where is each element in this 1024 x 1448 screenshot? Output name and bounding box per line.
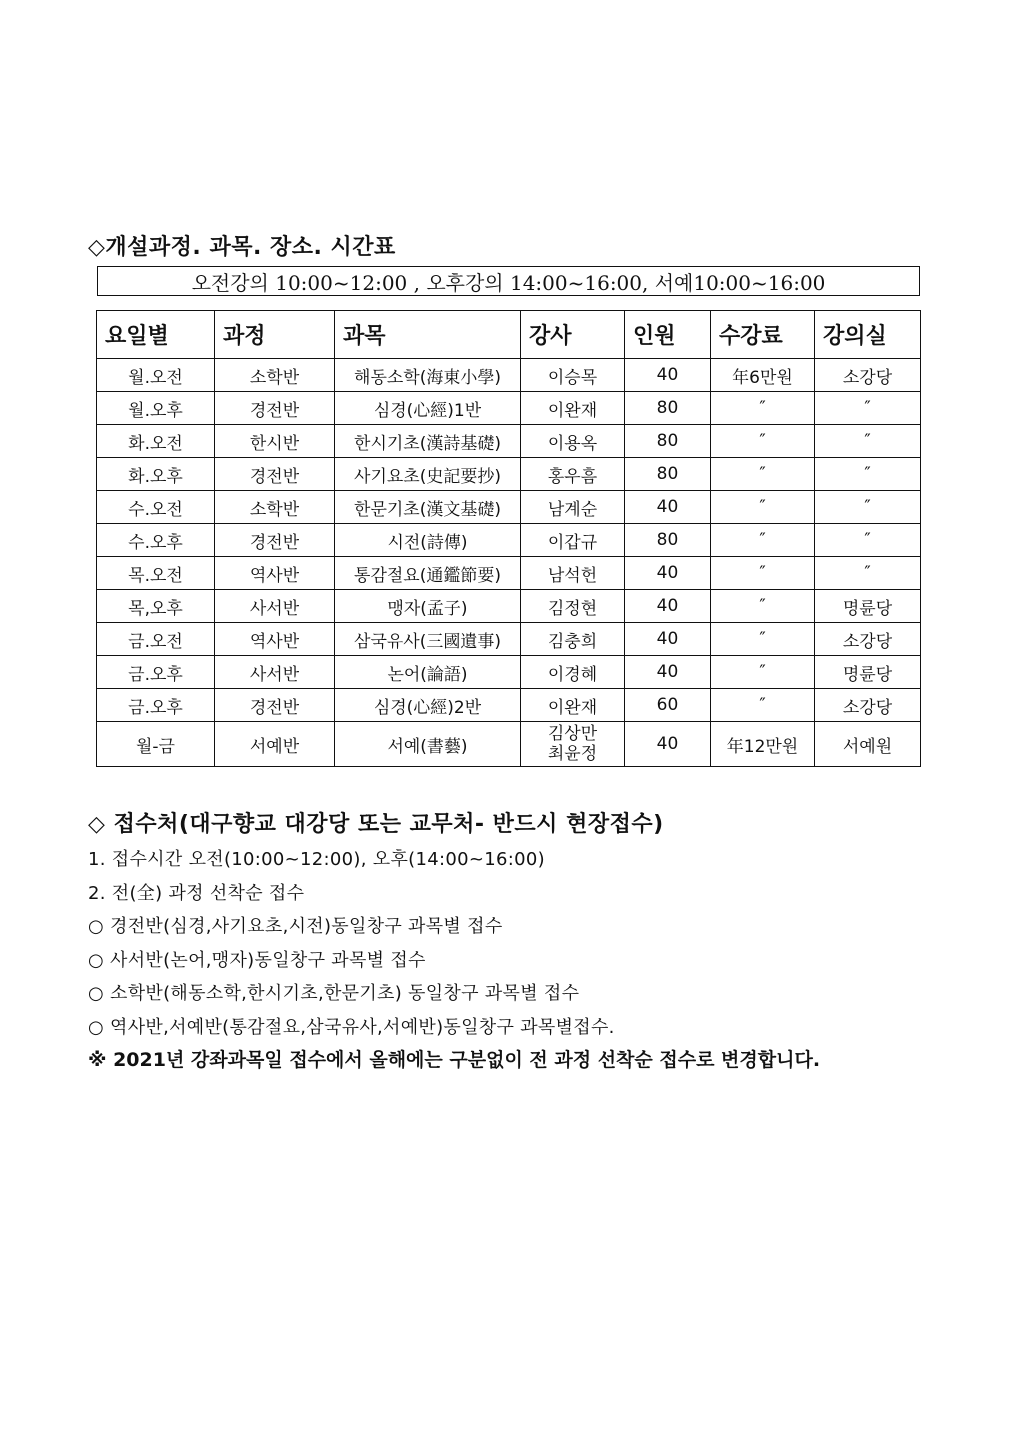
- cell-capacity: 60: [625, 689, 711, 722]
- cell-course: 서예반: [215, 722, 335, 767]
- note-item: ○ 역사반,서예반(통감절요,삼국유사,서예반)동일창구 과목별접수.: [88, 1016, 615, 1038]
- table-row: [97, 458, 921, 491]
- cell-instructor: 이경혜: [521, 656, 625, 689]
- cell-subject: 논어(論語): [335, 656, 521, 689]
- cell-fee: 年12만원: [711, 722, 815, 767]
- cell-subject: 사기요초(史記要抄): [335, 458, 521, 491]
- header-room: 강의실: [815, 311, 921, 359]
- cell-fee: ″: [711, 689, 815, 722]
- note-item: 2. 전(全) 과정 선착순 접수: [88, 882, 305, 904]
- cell-instructor: 이용옥: [521, 425, 625, 458]
- cell-course: 역사반: [215, 557, 335, 590]
- cell-fee: ″: [711, 524, 815, 557]
- table-row: [97, 359, 921, 392]
- cell-day: 월.오전: [97, 359, 215, 392]
- table-row: [97, 524, 921, 557]
- schedule-section-title: ◇개설과정. 과목. 장소. 시간표: [88, 235, 396, 260]
- table-row: [97, 557, 921, 590]
- cell-fee: ″: [711, 392, 815, 425]
- cell-capacity: 40: [625, 359, 711, 392]
- table-row: [97, 623, 921, 656]
- cell-day: 화.오전: [97, 425, 215, 458]
- cell-room: ″: [815, 458, 921, 491]
- cell-room: ″: [815, 425, 921, 458]
- cell-day: 수.오전: [97, 491, 215, 524]
- cell-course: 소학반: [215, 359, 335, 392]
- cell-fee: ″: [711, 458, 815, 491]
- cell-day: 금.오전: [97, 623, 215, 656]
- cell-day: 금.오후: [97, 689, 215, 722]
- cell-capacity: 40: [625, 557, 711, 590]
- cell-fee: ″: [711, 557, 815, 590]
- cell-subject: 심경(心經)2반: [335, 689, 521, 722]
- note-item: ○ 경전반(심경,사기요초,시전)동일창구 과목별 접수: [88, 916, 503, 937]
- cell-subject: 한문기초(漢文基礎): [335, 491, 521, 524]
- cell-course: 경전반: [215, 392, 335, 425]
- cell-instructor: 김충희: [521, 623, 625, 656]
- cell-capacity: 40: [625, 722, 711, 767]
- cell-fee: 年6만원: [711, 359, 815, 392]
- cell-subject: 해동소학(海東小學): [335, 359, 521, 392]
- table-row: [97, 722, 921, 767]
- cell-fee: ″: [711, 656, 815, 689]
- cell-fee: ″: [711, 590, 815, 623]
- cell-instructor: 이승목: [521, 359, 625, 392]
- header-capacity: 인원: [625, 311, 711, 359]
- cell-room: 소강당: [815, 623, 921, 656]
- header-fee: 수강료: [711, 311, 815, 359]
- cell-subject: 서예(書藝): [335, 722, 521, 767]
- cell-subject: 삼국유사(三國遺事): [335, 623, 521, 656]
- cell-capacity: 40: [625, 656, 711, 689]
- cell-capacity: 80: [625, 458, 711, 491]
- cell-capacity: 80: [625, 392, 711, 425]
- cell-course: 사서반: [215, 656, 335, 689]
- cell-course: 경전반: [215, 689, 335, 722]
- cell-instructor: 남석헌: [521, 557, 625, 590]
- header-subject: 과목: [335, 311, 521, 359]
- table-row: [97, 491, 921, 524]
- cell-room: ″: [815, 491, 921, 524]
- cell-day: 목.오전: [97, 557, 215, 590]
- cell-subject: 심경(心經)1반: [335, 392, 521, 425]
- instructor-name-1: 김상만: [547, 724, 598, 744]
- note-item: 1. 접수시간 오전(10:00~12:00), 오후(14:00~16:00): [88, 849, 545, 870]
- cell-instructor: [521, 722, 625, 767]
- cell-instructor: 남계순: [521, 491, 625, 524]
- cell-capacity: 40: [625, 491, 711, 524]
- cell-course: 경전반: [215, 458, 335, 491]
- cell-instructor: 이완재: [521, 392, 625, 425]
- lecture-hours-box: 오전강의 10:00~12:00 , 오후강의 14:00~16:00, 서예10:00~16:00: [97, 266, 920, 296]
- cell-instructor: 김정현: [521, 590, 625, 623]
- registration-section-title: ◇ 접수처(대구향교 대강당 또는 교무처- 반드시 현장접수): [88, 812, 664, 837]
- cell-room: ″: [815, 557, 921, 590]
- cell-day: 월.오후: [97, 392, 215, 425]
- cell-subject: 시전(詩傳): [335, 524, 521, 557]
- note-item: ○ 사서반(논어,맹자)동일창구 과목별 접수: [88, 949, 426, 971]
- cell-capacity: 80: [625, 524, 711, 557]
- table-row: [97, 689, 921, 722]
- cell-capacity: 40: [625, 590, 711, 623]
- cell-subject: 통감절요(通鑑節要): [335, 557, 521, 590]
- cell-instructor: 홍우흠: [521, 458, 625, 491]
- header-instructor: 강사: [521, 311, 625, 359]
- cell-capacity: 80: [625, 425, 711, 458]
- cell-room: 소강당: [815, 359, 921, 392]
- cell-room: 소강당: [815, 689, 921, 722]
- cell-course: 경전반: [215, 524, 335, 557]
- instructor-name-2: 최윤정: [547, 744, 598, 764]
- cell-instructor: 이갑규: [521, 524, 625, 557]
- cell-instructor: 이완재: [521, 689, 625, 722]
- cell-day: 금.오후: [97, 656, 215, 689]
- table-row: [97, 656, 921, 689]
- cell-room: ″: [815, 392, 921, 425]
- cell-course: 역사반: [215, 623, 335, 656]
- cell-day: 목,오후: [97, 590, 215, 623]
- cell-course: 사서반: [215, 590, 335, 623]
- note-item: ○ 소학반(해동소학,한시기초,한문기초) 동일창구 과목별 접수: [88, 983, 580, 1004]
- header-day: 요일별: [97, 311, 215, 359]
- cell-fee: ″: [711, 425, 815, 458]
- cell-fee: ″: [711, 623, 815, 656]
- cell-subject: 한시기초(漢詩基礎): [335, 425, 521, 458]
- footnote: ※ 2021년 강좌과목일 접수에서 올해에는 구분없이 전 과정 선착순 접수로 변경합니다.: [88, 1049, 821, 1071]
- cell-room: 명륜당: [815, 656, 921, 689]
- cell-capacity: 40: [625, 623, 711, 656]
- registration-notes: [88, 843, 948, 1078]
- cell-room: 명륜당: [815, 590, 921, 623]
- cell-day: 화.오후: [97, 458, 215, 491]
- table-row: [97, 425, 921, 458]
- table-row: [97, 392, 921, 425]
- cell-day: 월-금: [97, 722, 215, 767]
- cell-course: 한시반: [215, 425, 335, 458]
- table-header-row: [97, 311, 921, 359]
- table-row: [97, 590, 921, 623]
- cell-course: 소학반: [215, 491, 335, 524]
- cell-subject: 맹자(孟子): [335, 590, 521, 623]
- header-course: 과정: [215, 311, 335, 359]
- cell-room: 서예원: [815, 722, 921, 767]
- cell-day: 수.오후: [97, 524, 215, 557]
- cell-fee: ″: [711, 491, 815, 524]
- cell-room: ″: [815, 524, 921, 557]
- schedule-table: [96, 310, 921, 767]
